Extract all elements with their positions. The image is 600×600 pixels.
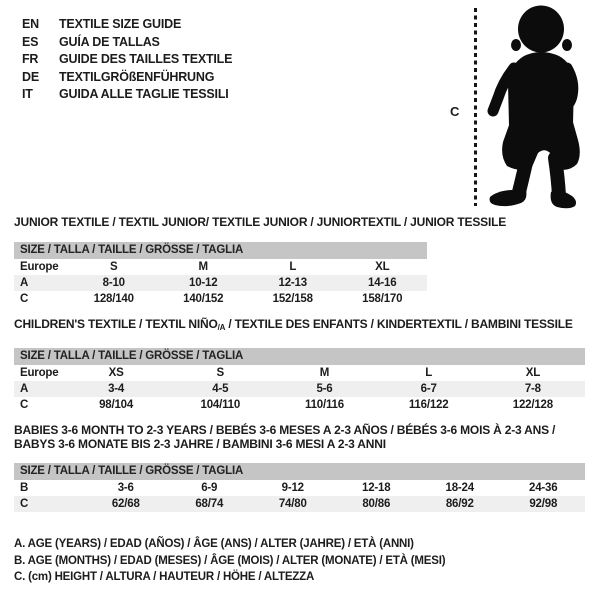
- table-cell: XS: [108, 367, 124, 379]
- toddler-silhouette-icon: [483, 4, 595, 212]
- table-row: [14, 397, 585, 413]
- babies-textile-section: [14, 423, 586, 512]
- table-cell: 10-12: [189, 277, 218, 289]
- table-cell: 62/68: [111, 498, 140, 510]
- babies-size-table: [14, 480, 585, 512]
- height-measure-label: C: [450, 104, 460, 119]
- table-cell: 9-12: [281, 482, 304, 494]
- table-cell: 116/122: [408, 399, 449, 411]
- table-cell: XL: [525, 367, 541, 379]
- children-size-table: [14, 365, 585, 413]
- footnote-legend: [14, 536, 445, 586]
- lang-row-es: [22, 34, 232, 52]
- table-cell: 104/110: [200, 399, 241, 411]
- height-dotted-line: [474, 8, 477, 206]
- size-header-band: SIZE / TALLA / TAILLE / GRÖSSE / TAGLIA: [14, 463, 585, 480]
- babies-title-line1: BABIES 3-6 MONTH TO 2-3 YEARS / BEBÉS 3-6 MESES A 2-3 AÑOS / BÉBÉS 3-6 MOIS À 2-3 ANS /: [14, 423, 556, 437]
- table-row: [14, 275, 427, 291]
- table-cell: Europe: [20, 367, 59, 379]
- table-cell: C: [20, 399, 29, 411]
- table-cell: 158/170: [362, 293, 403, 305]
- table-cell: 14-16: [368, 277, 397, 289]
- table-cell: 68/74: [195, 498, 224, 510]
- table-cell: L: [289, 261, 297, 273]
- size-header-band: SIZE / TALLA / TAILLE / GRÖSSE / TAGLIA: [14, 242, 427, 259]
- table-cell: S: [110, 261, 118, 273]
- lang-code: EN: [22, 17, 39, 31]
- lang-code: FR: [22, 52, 39, 66]
- table-cell: M: [319, 367, 330, 379]
- table-cell: 122/128: [512, 399, 553, 411]
- table-cell: S: [216, 367, 225, 379]
- language-title-list: [22, 16, 232, 104]
- table-cell: A: [20, 383, 29, 395]
- table-cell: C: [20, 293, 29, 305]
- table-cell: 92/98: [529, 498, 558, 510]
- children-section-title: [14, 317, 586, 335]
- table-row: [14, 291, 427, 307]
- children-title-prefix: CHILDREN'S TEXTILE / TEXTIL NIÑO: [14, 317, 218, 331]
- children-size-table-wrap: [14, 348, 585, 413]
- table-cell: 8-10: [102, 277, 125, 289]
- table-cell: Europe: [20, 261, 59, 273]
- table-cell: L: [425, 367, 433, 379]
- table-cell: M: [198, 261, 208, 273]
- table-row: [14, 381, 585, 397]
- table-cell: 110/116: [305, 399, 344, 411]
- table-cell: 5-6: [316, 383, 333, 395]
- lang-code: ES: [22, 34, 39, 49]
- babies-title-line2: BABYS 3-6 MONATE BIS 2-3 JAHRE / BAMBINI 3-6 MESI A 2-3 ANNI: [14, 437, 386, 451]
- lang-title: GUIDE DES TAILLES TEXTILE: [59, 52, 233, 66]
- table-row: [14, 480, 585, 496]
- table-cell: 3-4: [108, 383, 125, 395]
- lang-title: GUIDA ALLE TAGLIE TESSILI: [59, 87, 229, 101]
- babies-section-title: [14, 423, 586, 451]
- table-cell: 80/86: [362, 498, 391, 510]
- footnote-age-months: B. AGE (MONTHS) / EDAD (MESES) / ÂGE (MOIS) / ALTER (MONATE) / ETÀ (MESI): [14, 554, 446, 567]
- lang-title: TEXTILGRÖßENFÜHRUNG: [59, 69, 215, 84]
- table-row: [14, 259, 427, 275]
- size-header-band: SIZE / TALLA / TAILLE / GRÖSSE / TAGLIA: [14, 348, 585, 365]
- lang-row-en: [22, 16, 232, 34]
- lang-title: GUÍA DE TALLAS: [59, 34, 160, 49]
- table-row: [14, 496, 585, 512]
- babies-size-table-wrap: [14, 463, 585, 512]
- children-title-suffix: / TEXTILE DES ENFANTS / KINDERTEXTIL / BAMBINI TESSILE: [225, 317, 573, 331]
- table-row: [14, 365, 585, 381]
- lang-title: TEXTILE SIZE GUIDE: [59, 17, 182, 31]
- table-cell: 6-9: [201, 482, 218, 494]
- footnote-height-cm: C. (cm) HEIGHT / ALTURA / HAUTEUR / HÖHE / ALTEZZA: [14, 571, 315, 583]
- lang-code: IT: [22, 87, 33, 101]
- table-cell: 74/80: [278, 498, 307, 510]
- junior-size-table: [14, 259, 427, 307]
- junior-size-table-wrap: [14, 242, 427, 307]
- table-cell: 7-8: [524, 383, 541, 395]
- footnote-age-years: A. AGE (YEARS) / EDAD (AÑOS) / ÂGE (ANS) / ALTER (JAHRE) / ETÀ (ANNI): [14, 538, 414, 550]
- table-cell: 24-36: [529, 482, 558, 494]
- table-cell: 12-13: [278, 277, 307, 289]
- table-cell: 98/104: [99, 399, 134, 411]
- table-cell: 6-7: [420, 383, 437, 395]
- lang-row-it: [22, 86, 232, 104]
- junior-section-title: JUNIOR TEXTILE / TEXTIL JUNIOR/ TEXTILE JUNIOR / JUNIORTEXTIL / JUNIOR TESSILE: [14, 215, 507, 229]
- table-cell: 128/140: [93, 293, 134, 305]
- table-cell: 140/152: [183, 293, 224, 305]
- children-title-subscript: /A: [217, 323, 226, 332]
- children-textile-section: [14, 317, 586, 413]
- table-cell: A: [20, 277, 29, 289]
- table-cell: C: [20, 498, 29, 510]
- table-cell: 86/92: [445, 498, 474, 510]
- table-cell: B: [20, 482, 29, 494]
- lang-row-de: [22, 69, 232, 87]
- lang-code: DE: [22, 69, 39, 84]
- lang-row-fr: [22, 51, 232, 69]
- table-cell: 152/158: [272, 293, 313, 305]
- table-cell: 4-5: [212, 383, 229, 395]
- junior-textile-section: [14, 215, 586, 307]
- table-cell: XL: [375, 261, 390, 273]
- table-cell: 12-18: [362, 482, 391, 494]
- table-cell: 3-6: [117, 482, 134, 494]
- table-cell: 18-24: [445, 482, 474, 494]
